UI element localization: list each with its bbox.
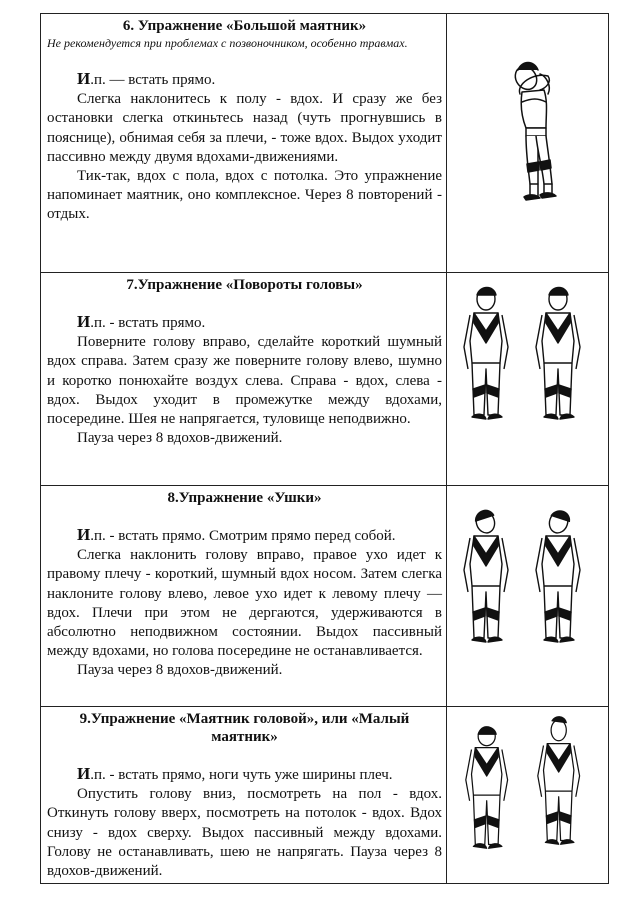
head-nod-figures-icon xyxy=(448,707,608,878)
head-tilt-figures-icon xyxy=(448,486,608,706)
illustration-cell xyxy=(447,707,609,884)
instruction-paragraph: Опустить голову вниз, посмотреть на пол - вдох. Откинуть голову вверх, посмотреть на потолок - вдох. Вдох снизу - вдох сверху. Выдох пассивный между вдохами. Голову не останавливать, шею не напрягать. Пауза через 8 вдохов-движений. xyxy=(47,786,442,880)
exercise-text-cell xyxy=(41,486,447,707)
exercise-warning: Не рекомендуется при проблемах с позвоночником, особенно травмах. xyxy=(47,36,408,50)
start-position-lead: И xyxy=(77,525,91,544)
exercise-title: 8.Упражнение «Ушки» xyxy=(167,490,322,506)
exercise-title: 9.Упражнение «Маятник головой», или «Малый маятник» xyxy=(79,711,410,745)
illustration-cell xyxy=(447,273,609,486)
exercise-row xyxy=(41,486,609,707)
start-position-lead: И xyxy=(77,312,91,331)
start-position-text: .п. - встать прямо, ноги чуть уже ширины плеч. xyxy=(90,767,393,783)
start-position xyxy=(47,764,442,785)
bending-back-figure-icon xyxy=(448,14,608,272)
illustration-cell xyxy=(447,14,609,273)
exercise-title: 6. Упражнение «Большой маятник» xyxy=(122,18,367,34)
exercise-row xyxy=(41,273,609,486)
exercise-text-cell xyxy=(41,707,447,884)
instruction-paragraph: Слегка наклонитесь к полу - вдох. И сразу же без остановки слегка откиньтесь назад (чуть прогнувшись в пояснице), обнимая себя за плечи, - тоже вдох. Выдох уходит пассивно между двумя вдохами-движениями. xyxy=(47,91,442,165)
start-position-lead: И xyxy=(77,69,91,88)
illustration-cell xyxy=(447,486,609,707)
start-position-text: .п. — встать прямо. xyxy=(90,72,216,88)
instruction-paragraph: Пауза через 8 вдохов-движений. xyxy=(77,662,283,679)
exercise-text-cell xyxy=(41,14,447,273)
exercise-title: 7.Упражнение «Повороты головы» xyxy=(126,277,363,293)
instruction-paragraph: Слегка наклонить голову вправо, правое ухо идет к правому плечу - короткий, шумный вдох носом. Затем слегка наклоните голову влево, левое ухо идет к левому плечу — вдох. Плечи при этом не дергаются, удерживаются в абсолютно неподвижном состоянии. Выдох пассивный между вдохами, но голова посередине не останавливается. xyxy=(47,547,442,660)
start-position-text: .п. - встать прямо. Смотрим прямо перед собой. xyxy=(90,528,396,544)
exercise-row xyxy=(41,707,609,884)
start-position xyxy=(47,69,442,90)
start-position-text: .п. - встать прямо. xyxy=(90,315,206,331)
instruction-paragraph: Пауза через 8 вдохов-движений. xyxy=(77,430,283,447)
head-turn-figures-icon xyxy=(448,273,608,485)
start-position-lead: И xyxy=(77,764,91,783)
exercise-text-cell xyxy=(41,273,447,486)
instruction-paragraph: Тик-так, вдох с пола, вдох с потолка. Это упражнение напоминает маятник, оно комплексное. Через 8 повторений - отдых. xyxy=(47,168,442,223)
exercise-table xyxy=(40,13,609,884)
exercise-row xyxy=(41,14,609,273)
instruction-paragraph: Поверните голову вправо, сделайте короткий шумный вдох справа. Затем сразу же поверните голову влево, шумно и коротко понюхайте воздух слева. Справа - вдох, слева - вдох. Выдох уходит в промежутке между вдохами, посередине. Шея не напрягается, туловище неподвижно. xyxy=(47,334,442,428)
start-position xyxy=(47,312,442,333)
start-position xyxy=(47,525,442,546)
